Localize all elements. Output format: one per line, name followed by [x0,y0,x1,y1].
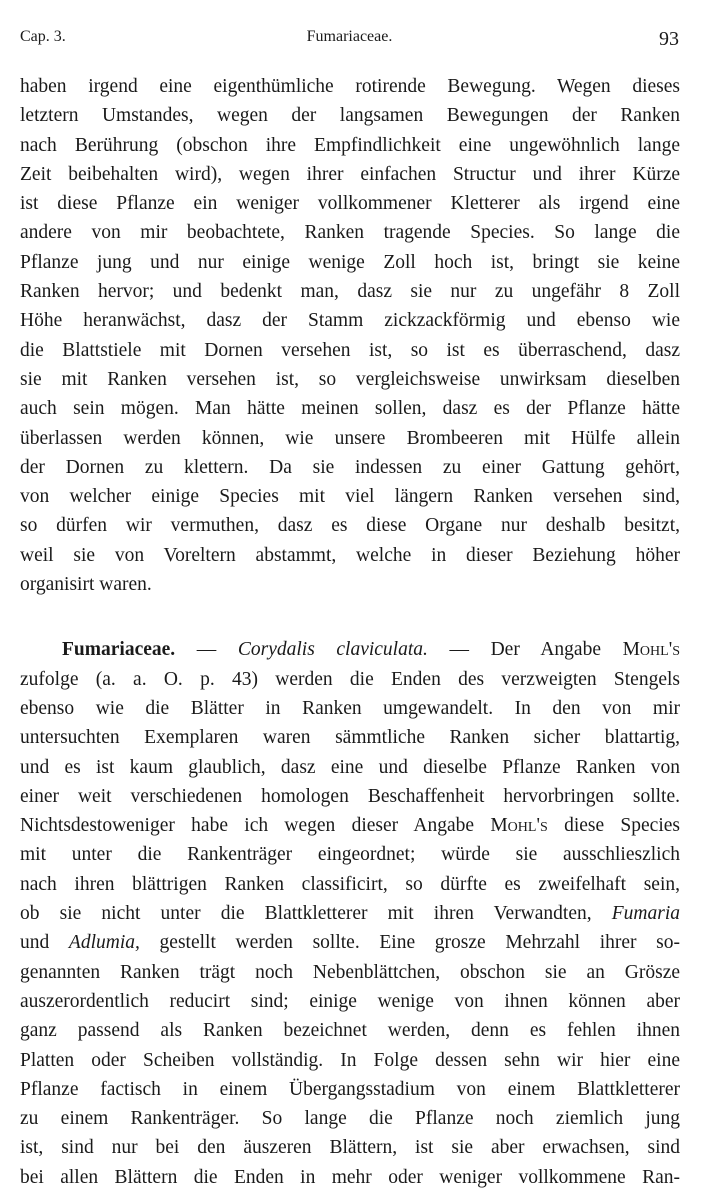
text-line: mit unter die Rankenträger eingeordnet; würde sie ausschlieszlich [20,844,680,866]
section-heading: Fumariaceae. [62,639,176,661]
species-name: Corydalis claviculata. [237,639,428,661]
text-line: die Blattstiele mit Dornen versehen ist, so ist es überraschend, dasz [20,339,680,361]
text-line: so dürfen wir vermuthen, dasz es diese Organe nur deshalb besitzt, [20,515,680,537]
text-line: bei allen Blättern die Enden in mehr oder weniger vollkommene Ran- [20,1166,680,1188]
text-line: von welcher einige Species mit viel längern Ranken versehen sind, [20,486,680,508]
text-line: ist diese Pflanze ein weniger vollkommener Kletterer als irgend eine [20,193,680,215]
text-line: sie mit Ranken versehen ist, so vergleichsweise unwirksam dieselben [20,368,680,390]
text-line [20,928,680,957]
text-fragment: — Der Angabe [427,639,623,661]
dash: — [175,639,238,661]
text-line: Pflanze factisch in einem Übergangsstadium von einem Blattkletterer [20,1078,680,1100]
text-line: ganz passend als Ranken bezeichnet werden, denn es fehlen ihnen [20,1020,680,1042]
text-fragment: gestellt werden sollte. Eine grosze Mehrzahl ihrer so- [139,932,680,954]
text-line: Höhe heranwächst, dasz der Stamm zickzackförmig und ebenso wie [20,310,680,332]
text-line [20,899,680,928]
text-line: Ranken hervor; und bedenkt man, dasz sie nur zu ungefähr 8 Zoll [20,281,680,303]
paragraph-gap [20,599,680,635]
text-line: Platten oder Scheiben vollständig. In Folge dessen sehn wir hier eine [20,1049,680,1071]
genus-name: Adlumia, [68,932,140,954]
text-fragment: und [20,932,69,954]
text-line: nach Berührung (obschon ihre Empfindlichkeit eine ungewöhnlich lange [20,134,680,156]
text-line: und es ist kaum glaublich, dasz eine und dieselbe Pflanze Ranken von [20,756,680,778]
text-line: überlassen werden können, wie unsere Brombeeren mit Hülfe allein [20,427,680,449]
text-line: untersuchten Exemplaren waren sämmtliche Ranken sicher blattartig, [20,727,680,749]
text-line: Zeit beibehalten wird), wegen ihrer einfachen Structur und ihrer Kürze [20,163,680,185]
genus-name: Fumaria [611,903,680,925]
paragraph-1 [20,72,680,599]
paragraph-2 [20,635,680,1192]
text-line [20,811,680,840]
text-line: einer weit verschiedenen homologen Beschaffenheit hervorbringen sollte. [20,785,680,807]
author-name: Mohl's [622,639,680,661]
text-line: zu einem Rankenträger. So lange die Pflanze noch ziemlich jung [20,1108,680,1130]
text-line: haben irgend eine eigenthümliche rotirende Bewegung. Wegen dieses [20,76,680,97]
text-line: organisirt waren. [20,574,152,596]
running-title: Fumariaceae. [306,28,393,45]
text-fragment: diese Species [547,815,680,837]
text-fragment: ob sie nicht unter die Blattkletterer mit ihren Verwandten, [20,903,612,925]
text-fragment: Nichtsdestoweniger habe ich wegen dieser Angabe [20,815,491,837]
text-line: nach ihren blättrigen Ranken classificirt, so dürfte es zweifelhaft sein, [20,873,680,895]
text-line: auszerordentlich reducirt sind; einige wenige von ihnen können aber [20,990,680,1012]
text-line: ist, sind nur bei den äuszeren Blättern, ist sie aber erwachsen, sind [20,1137,680,1159]
text-line: genannten Ranken trägt noch Nebenblättchen, obschon sie an Grösze [20,961,680,983]
text-line: Pflanze jung und nur einige wenige Zoll hoch ist, bringt sie keine [20,251,680,273]
author-name: Mohl's [490,815,548,837]
text-line: der Dornen zu klettern. Da sie indessen zu einer Gattung gehört, [20,456,680,478]
text-line: auch sein mögen. Man hätte meinen sollen, dasz es der Pflanze hätte [20,398,680,420]
text-line: zufolge (a. a. O. p. 43) werden die Enden des verzweigten Stengels [20,668,680,690]
text-line: letztern Umstandes, wegen der langsamen Bewegungen der Ranken [20,105,680,127]
chapter-label: Cap. 3. [20,28,66,45]
section-first-line [20,635,680,664]
running-header [20,24,679,54]
page-number: 93 [659,28,679,50]
text-line: andere von mir beobachtete, Ranken tragende Species. So lange die [20,222,680,244]
text-line: weil sie von Voreltern abstammt, welche in dieser Beziehung höher [20,544,680,566]
page-body [20,72,680,1192]
text-line: ebenso wie die Blätter in Ranken umgewandelt. In den von mir [20,697,680,719]
